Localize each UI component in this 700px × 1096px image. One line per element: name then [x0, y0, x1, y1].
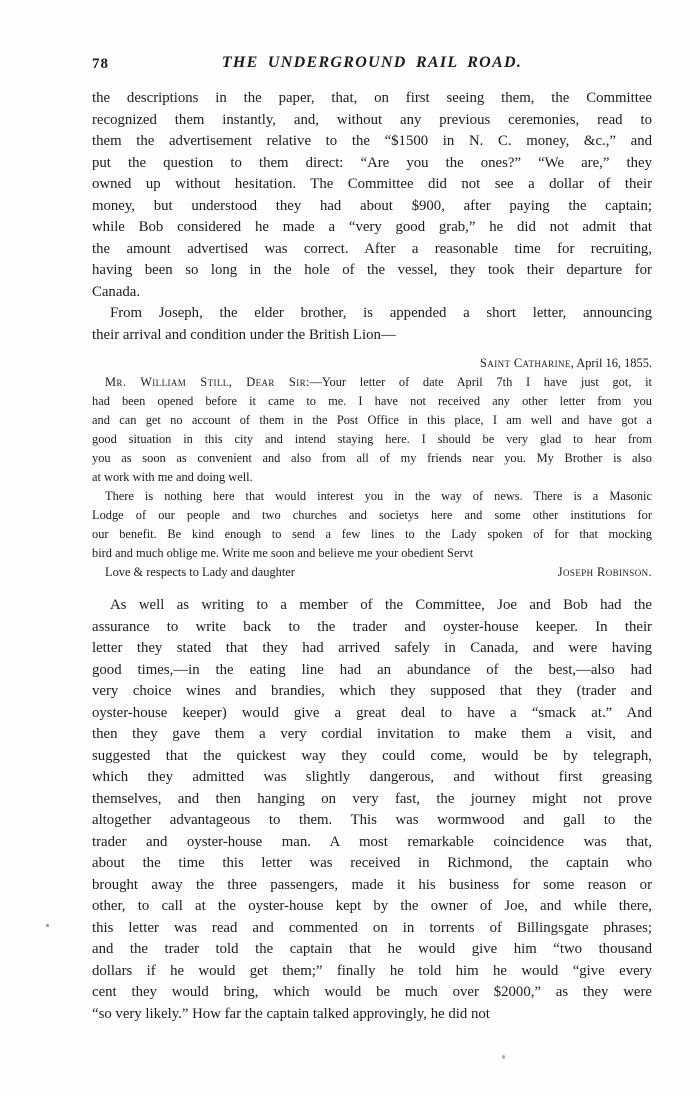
text-line: and the trader told the captain that he would give him “two thousand	[92, 941, 652, 957]
text-line: Canada.	[92, 283, 141, 300]
text-line: you as soon as convenient and also from all of my friends near you. My Brother is also	[92, 451, 652, 465]
text-run: :—Your letter of date April 7th I have just got, it	[306, 375, 652, 389]
scan-speck-left-margin	[46, 924, 49, 927]
text-line: while Bob considered he made a “very good grab,” he did not admit that	[92, 219, 652, 235]
text-line: money, but understood they had about $900, after paying the captain;	[92, 197, 652, 214]
page-body	[92, 88, 652, 1025]
text-line: about the time this letter was received in Richmond, the captain who	[92, 855, 652, 871]
text-line: other, to call at the oyster-house kept by the owner of Joe, and while there,	[92, 898, 652, 914]
text-line: our benefit. Be kind enough to send a few lines to the Lady spoken of for that mocking	[92, 527, 652, 541]
text-line: From Joseph, the elder brother, is appended a short letter, announcing	[110, 305, 652, 321]
signoff-left-text: Love & respects to Lady and daughter	[105, 565, 295, 579]
text-line: “so very likely.” How far the captain talked approvingly, he did not	[92, 1005, 490, 1022]
text-line: which they admitted was slightly dangerous, and without first greasing	[92, 769, 652, 785]
page-number: 78	[92, 56, 109, 72]
text-line: bird and much oblige me. Write me soon and believe me your obedient Servt	[92, 546, 474, 560]
letter-dateline	[92, 354, 652, 373]
letter-body-paragraph-2	[92, 487, 652, 563]
small-caps-text: Joseph Robinson.	[557, 565, 652, 579]
signature-name	[558, 563, 652, 582]
closing-paragraph	[92, 595, 652, 1025]
text-line: then they gave them a very cordial invitation to make them a visit, and	[92, 726, 652, 742]
text-line: had been opened before it came to me. I have not received any other letter from you	[92, 394, 652, 408]
scan-speck-bottom	[502, 1055, 505, 1059]
text-line: altogether advantageous to them. This was wormwood and gall to the	[92, 812, 652, 828]
text-line: oyster-house keeper) would give a great deal to have a “smack at.” And	[92, 704, 652, 721]
text-line: very choice wines and brandies, which they supposed that they (trader and	[92, 683, 652, 699]
text-line: suggested that the quickest way they could come, would be by telegraph,	[92, 747, 652, 764]
text-line: good situation in this city and intend staying here. I should be very glad to hear from	[92, 432, 652, 446]
text-line: at work with me and doing well.	[92, 470, 253, 484]
text-line: having been so long in the hole of the vessel, they took their departure for	[92, 262, 652, 278]
text-line: letter they stated that they had arrived safely in Canada, and were having	[92, 640, 652, 656]
text-line: assurance to write back to the trader and oyster-house keeper. In their	[92, 618, 652, 635]
text-line	[92, 373, 652, 392]
text-run: , April 16, 1855.	[570, 356, 652, 370]
text-line: them the advertisement relative to the “$1500 in N. C. money, &c.,” and	[92, 133, 652, 149]
text-line: Lodge of our people and two churches and societys here and some other institutions for	[92, 508, 652, 522]
text-line: brought away the three passengers, made it his business for some reason or	[92, 876, 652, 893]
page-header	[92, 54, 652, 76]
text-line: dollars if he would get them;” finally he told him he would “give every	[92, 962, 652, 979]
text-line: cent they would bring, which would be much over $2000,” as they were	[92, 984, 652, 1000]
text-line: As well as writing to a member of the Committee, Joe and Bob had the	[110, 597, 652, 613]
letter-signature-line	[92, 563, 652, 582]
running-head: THE UNDERGROUND RAIL ROAD.	[221, 54, 523, 71]
text-line: good times,—in the eating line had an abundance of the best,—also had	[92, 661, 652, 678]
small-caps-text: Saint Catharine	[480, 356, 571, 370]
text-line: trader and oyster-house man. A most remarkable coincidence was that,	[92, 833, 652, 850]
text-line: recognized them instantly, and, without any previous ceremonies, read to	[92, 111, 652, 128]
text-line: put the question to them direct: “Are you the ones?” “We are,” they	[92, 154, 652, 171]
text-line: this letter was read and commented on in torrents of Billingsgate phrases;	[92, 919, 652, 936]
letter-body-paragraph-1	[92, 373, 652, 487]
text-line: and can get no account of them in the Post Office in this place, I am well and have got a	[92, 413, 652, 427]
text-line: owned up without hesitation. The Committee did not see a dollar of their	[92, 176, 652, 192]
text-line: the amount advertised was correct. After a reasonable time for recruiting,	[92, 240, 652, 257]
text-line: themselves, and then hanging on very fast, the journey might not prove	[92, 790, 652, 807]
text-line: their arrival and condition under the British Lion—	[92, 326, 396, 343]
text-line: There is nothing here that would interest you in the way of news. There is a Masonic	[105, 489, 652, 503]
opening-paragraph	[92, 88, 652, 303]
small-caps-text: Mr. William Still, Dear Sir	[105, 375, 306, 389]
letter-intro-paragraph	[92, 303, 652, 346]
text-line: the descriptions in the paper, that, on first seeing them, the Committee	[92, 90, 652, 106]
